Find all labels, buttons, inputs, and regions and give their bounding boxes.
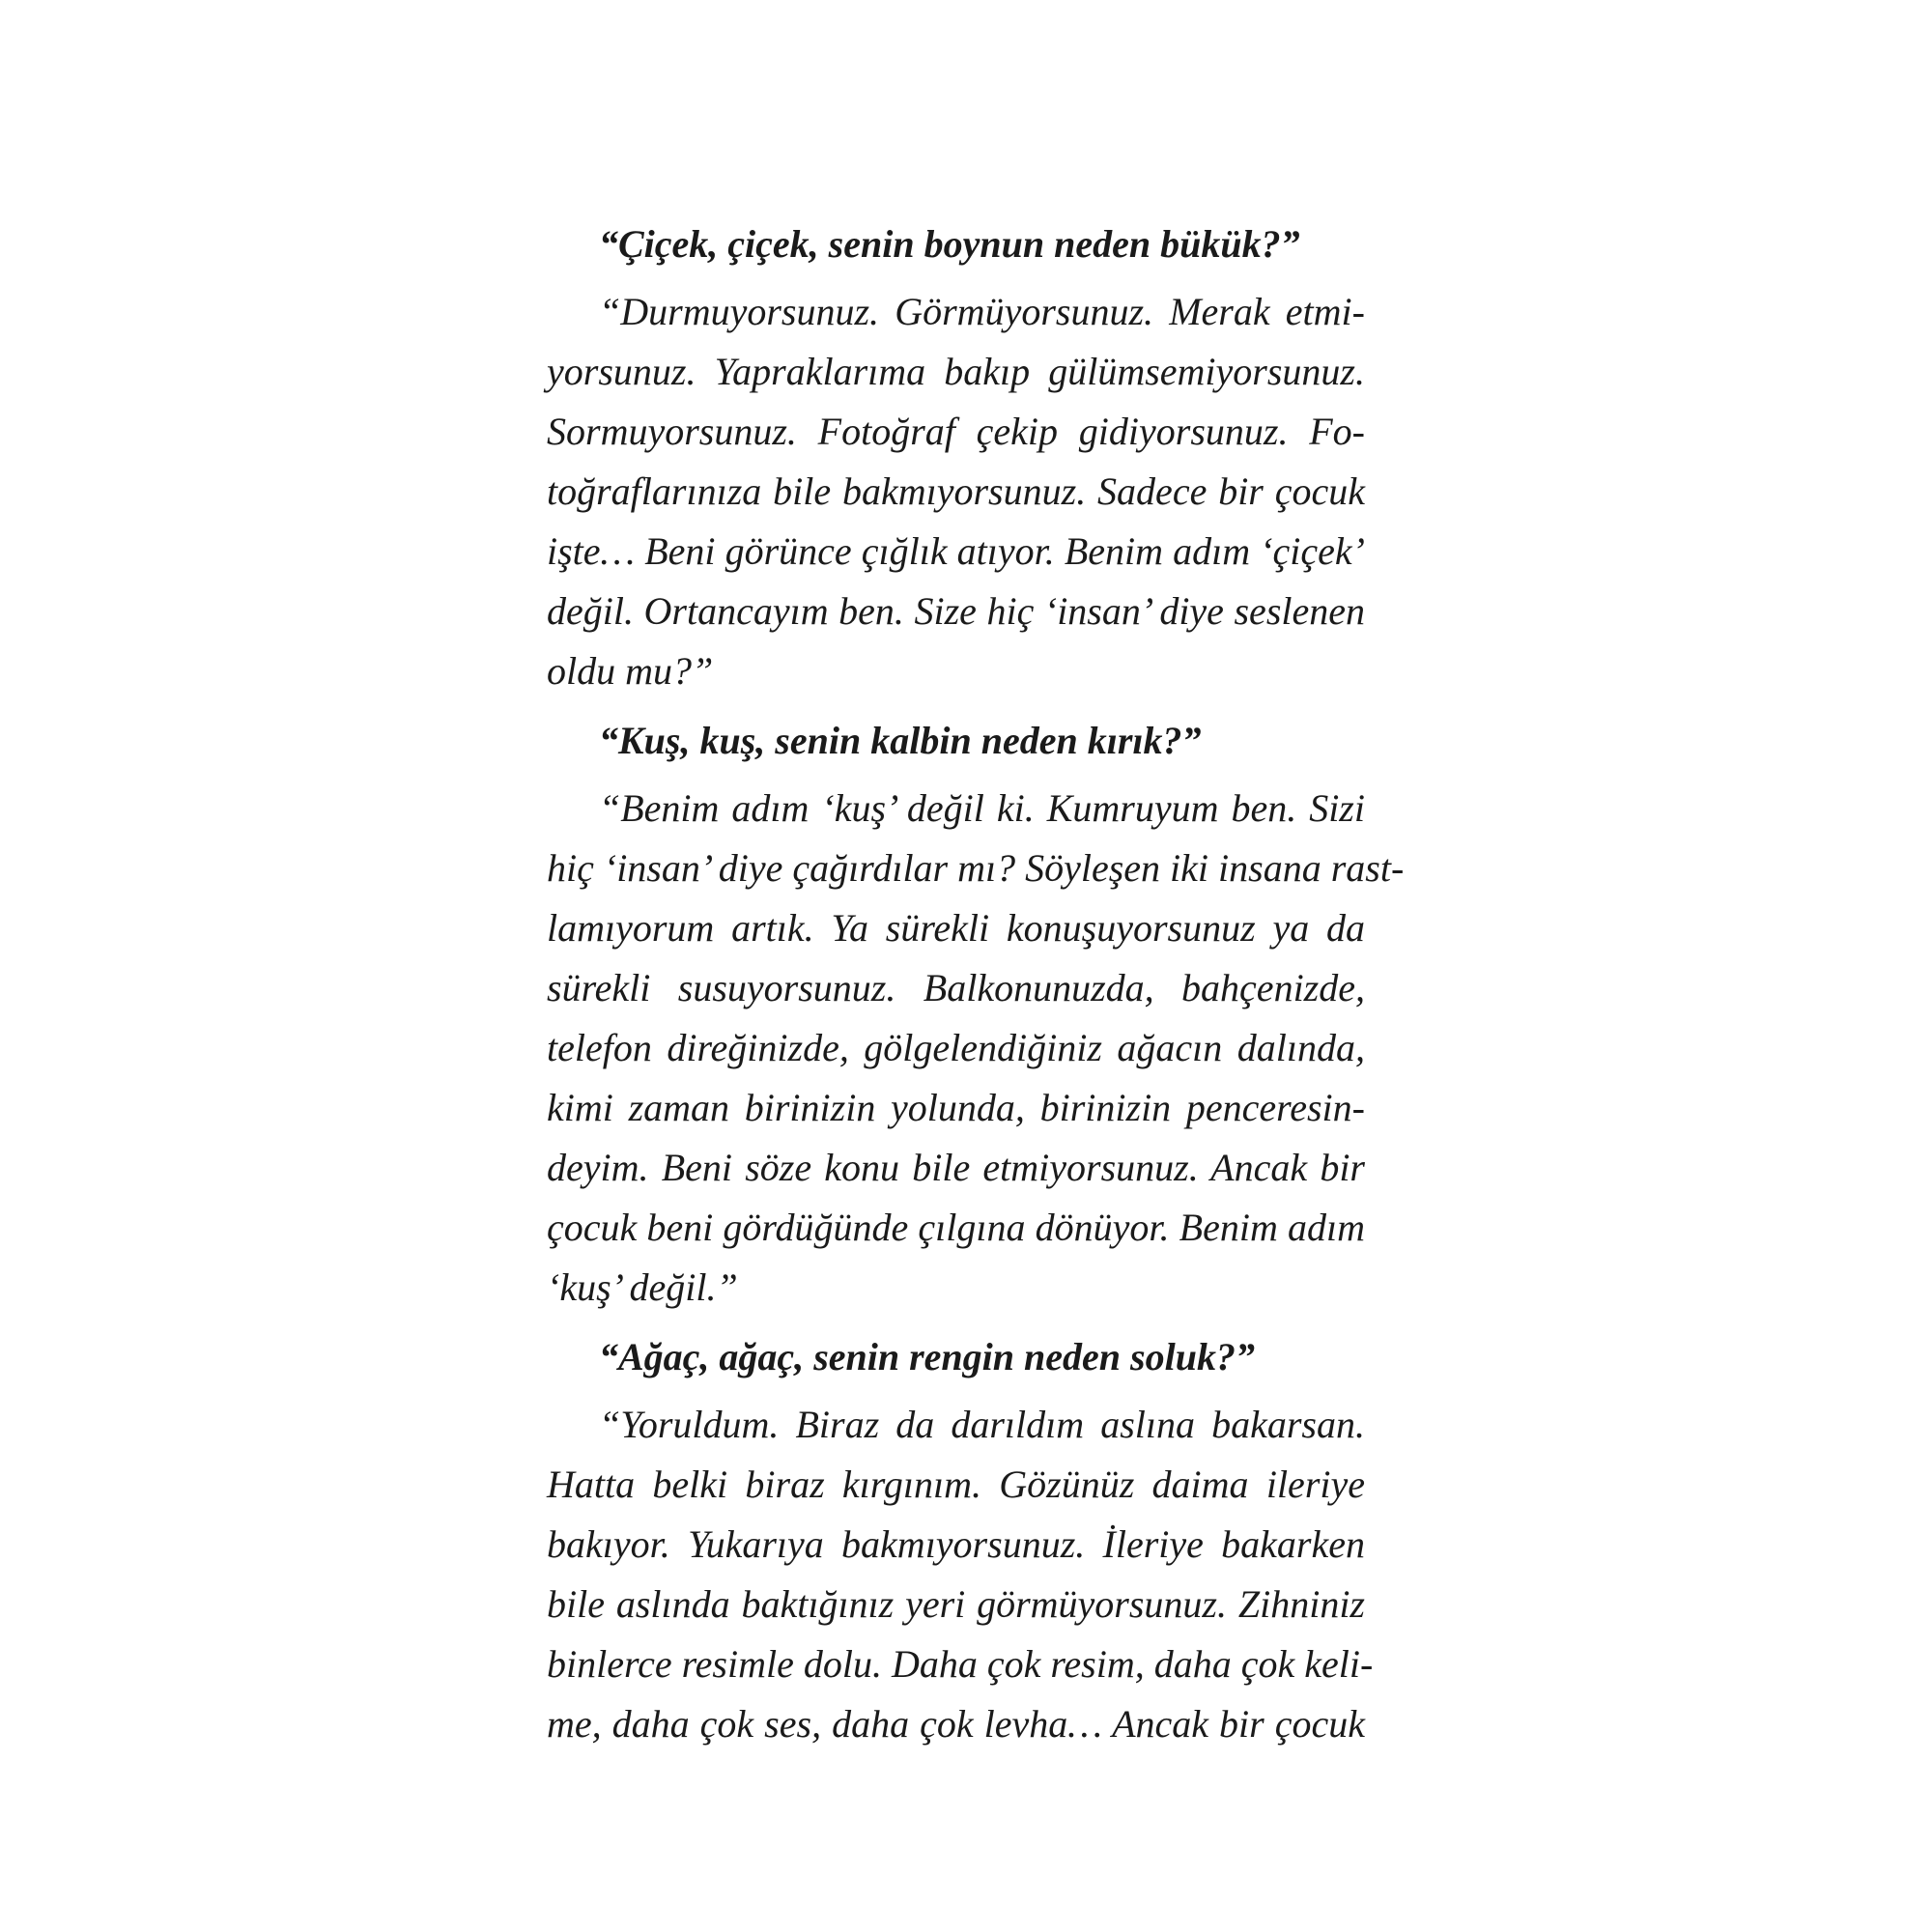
page-text — [547, 214, 1405, 1764]
paragraph-flower — [547, 282, 1365, 701]
section-heading-tree: “Ağaç, ağaç, senin rengin neden soluk?” — [599, 1335, 1255, 1378]
text-line: oldu mu?” — [547, 649, 714, 693]
text-line: ‘kuş’ değil.” — [547, 1265, 738, 1309]
text-line: “Benim adım ‘kuş’ değil ki. Kumruyum ben. Sizi — [599, 786, 1365, 830]
text-line: bile aslında baktığınız yeri görmüyorsunuz. Zihniniz — [547, 1582, 1365, 1626]
text-line: kimi zaman birinizin yolunda, birinizin penceresin- — [547, 1086, 1365, 1129]
text-line: bakıyor. Yukarıya bakmıyorsunuz. İleriye bakarken — [547, 1522, 1365, 1566]
paragraph-tree — [547, 1395, 1374, 1754]
text-line: sürekli susuyorsunuz. Balkonunuzda, bahçenizde, — [547, 966, 1365, 1009]
text-line: çocuk beni gördüğünde çılgına dönüyor. Benim adım — [547, 1206, 1365, 1249]
text-line: binlerce resimle dolu. Daha çok resim, daha çok keli- — [547, 1642, 1374, 1686]
section-heading-bird: “Kuş, kuş, senin kalbin neden kırık?” — [599, 719, 1202, 762]
text-line: işte… Beni görünce çığlık atıyor. Benim adım ‘çiçek’ — [547, 529, 1365, 573]
text-line: yorsunuz. Yapraklarıma bakıp gülümsemiyorsunuz. — [547, 350, 1365, 393]
text-line: me, daha çok ses, daha çok levha… Ancak bir çocuk — [547, 1702, 1365, 1746]
text-line: telefon direğinizde, gölgelendiğiniz ağacın dalında, — [547, 1026, 1365, 1069]
text-line: deyim. Beni söze konu bile etmiyorsunuz. Ancak bir — [547, 1146, 1365, 1189]
section-heading-flower: “Çiçek, çiçek, senin boynun neden bükük?” — [599, 222, 1300, 266]
paragraph-bird — [547, 779, 1405, 1318]
text-line: toğraflarınıza bile bakmıyorsunuz. Sadece bir çocuk — [547, 469, 1365, 513]
text-line: “Yoruldum. Biraz da darıldım aslına bakarsan. — [599, 1403, 1365, 1446]
text-line: hiç ‘insan’ diye çağırdılar mı? Söyleşen iki insana rast- — [547, 846, 1405, 890]
text-line: Sormuyorsunuz. Fotoğraf çekip gidiyorsunuz. Fo- — [547, 410, 1365, 453]
text-line: Hatta belki biraz kırgınım. Gözünüz daima ileriye — [547, 1463, 1365, 1506]
text-line: değil. Ortancayım ben. Size hiç ‘insan’ diye seslenen — [547, 589, 1365, 633]
text-line: lamıyorum artık. Ya sürekli konuşuyorsunuz ya da — [547, 906, 1365, 950]
text-line: “Durmuyorsunuz. Görmüyorsunuz. Merak etmi- — [599, 290, 1365, 333]
